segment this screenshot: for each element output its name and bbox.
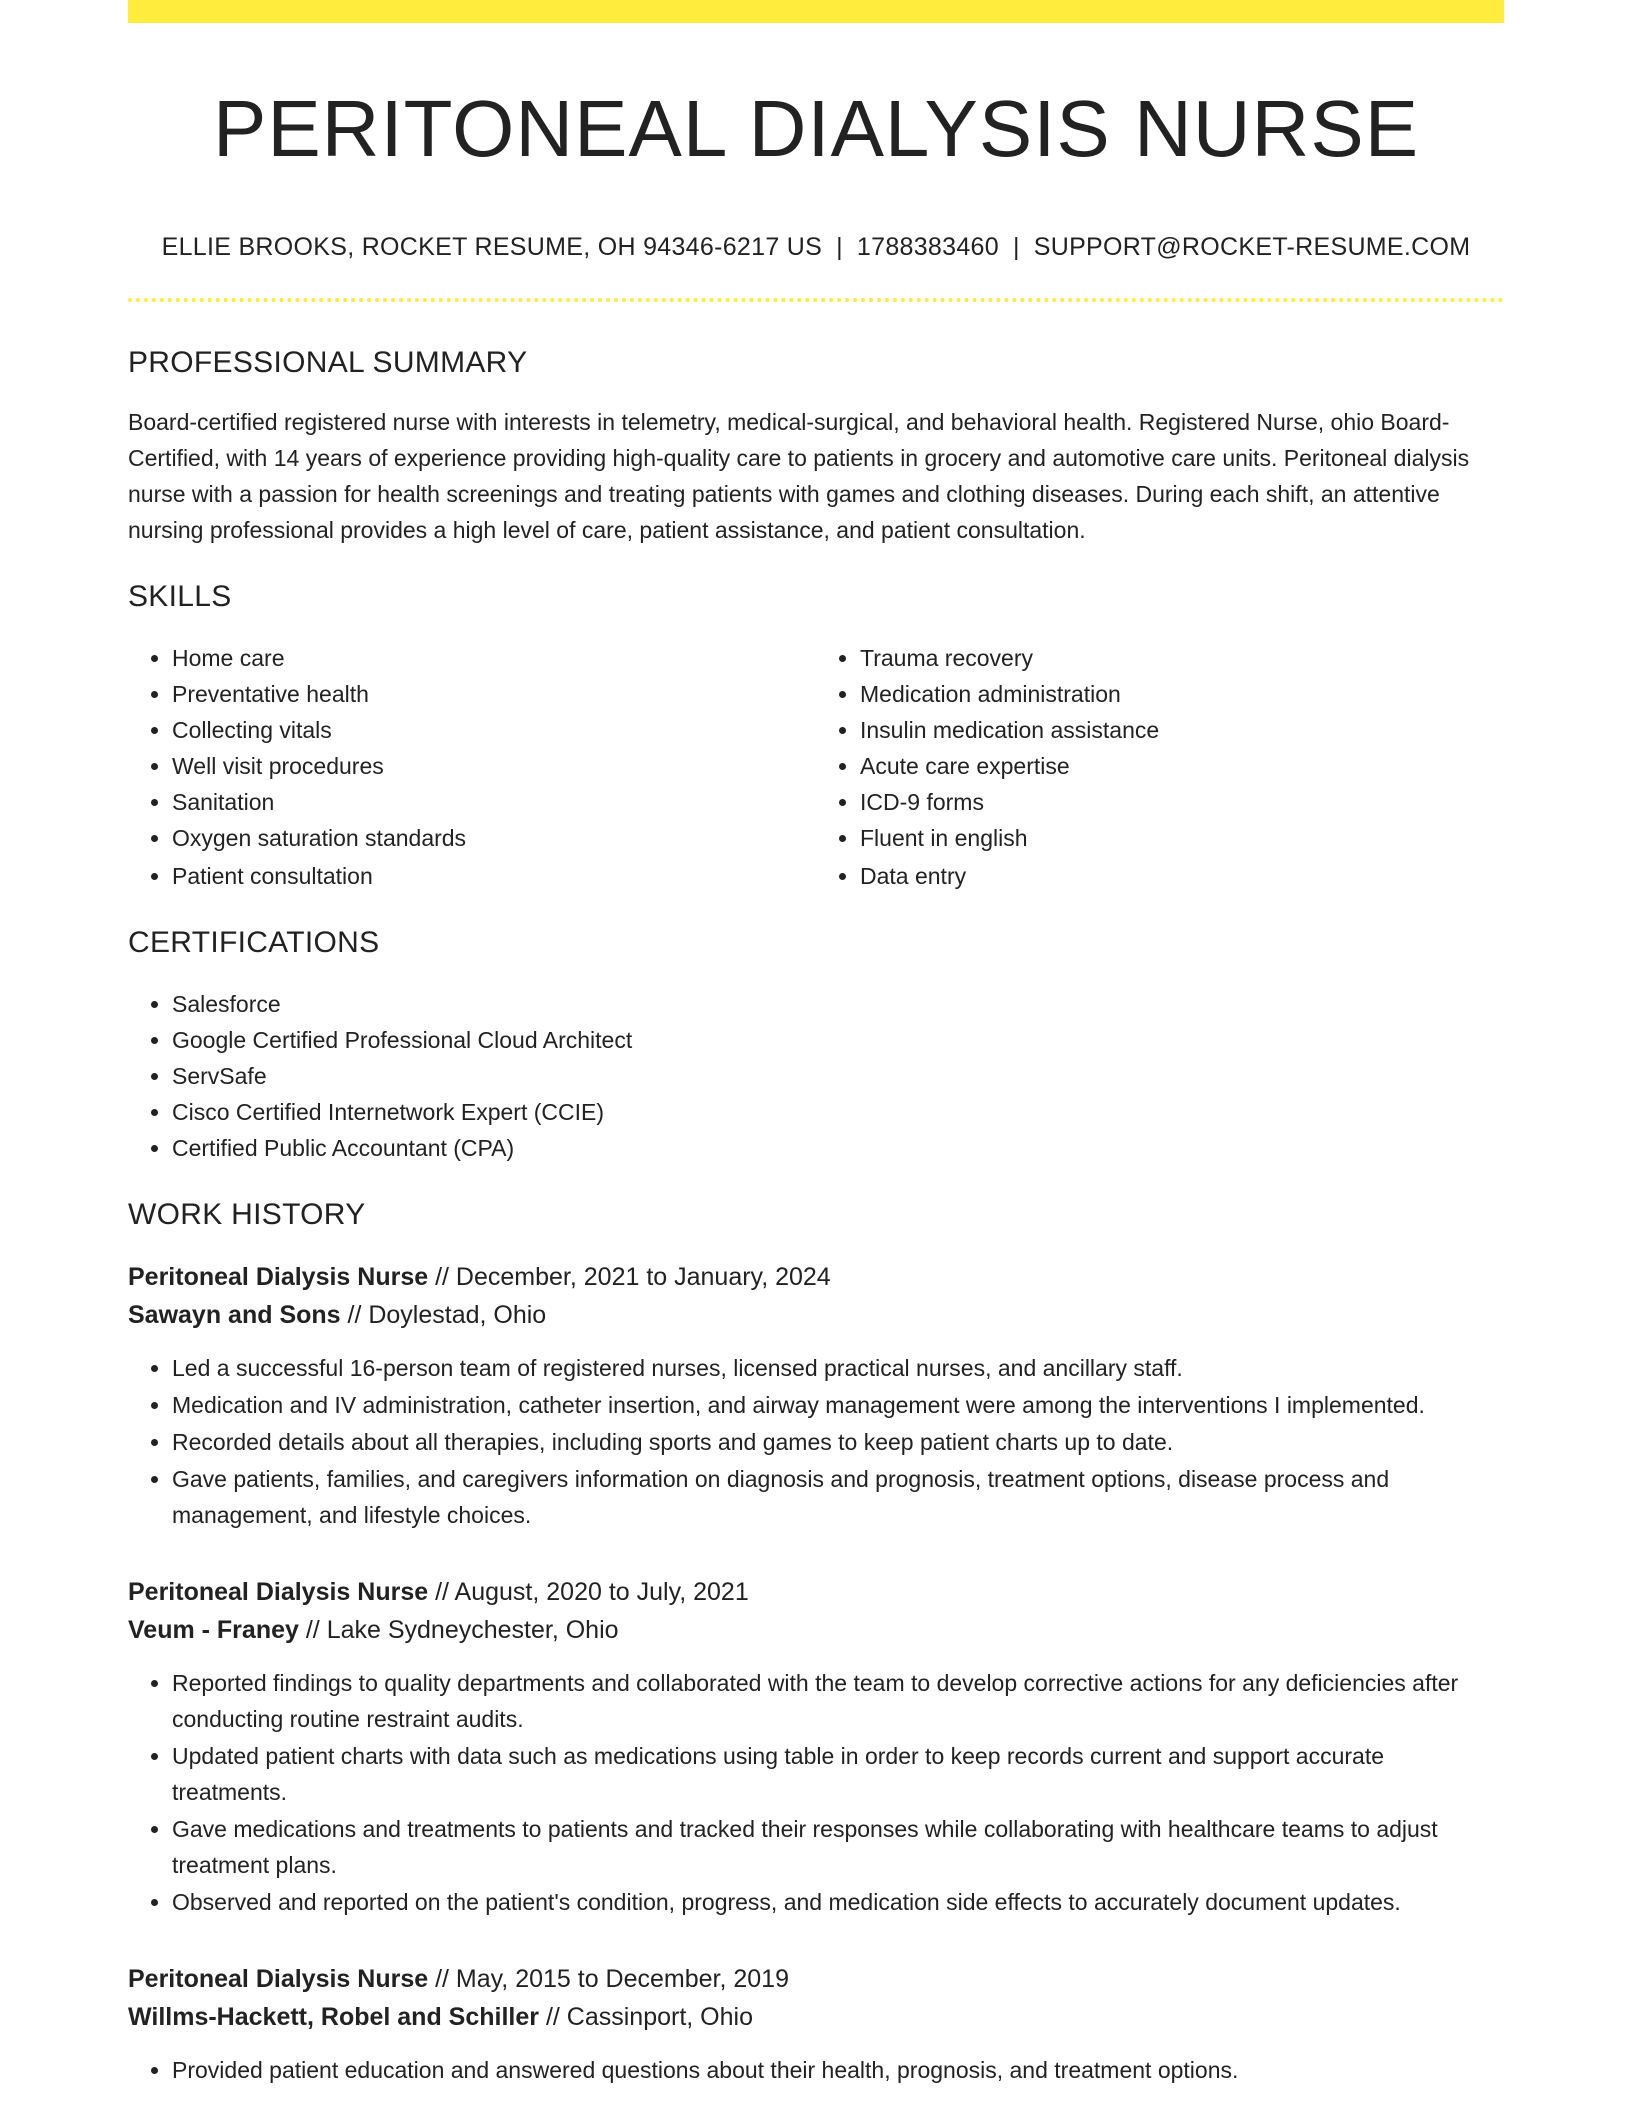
contact-phone: 1788383460 — [856, 233, 999, 261]
job-bullet: • Gave patients, families, and caregivers information on diagnosis and prognosis, treatment options, disease process and management, and lifestyle choices. — [172, 1461, 1504, 1533]
resume-page — [128, 0, 1504, 2089]
job-bullet: • Observed and reported on the patient's condition, progress, and medication side effects to accurately document updates. — [172, 1884, 1504, 1920]
job-bullet: • Reported findings to quality departments and collaborated with the team to develop corrective actions for any deficiencies after conducting routine restraint audits. — [172, 1665, 1504, 1737]
skill-item: • Home care — [172, 640, 816, 676]
dotted-divider — [128, 298, 1504, 302]
skills-list-right — [816, 640, 1504, 894]
skills-heading: SKILLS — [128, 580, 232, 613]
job-title: Peritoneal Dialysis Nurse — [128, 1965, 429, 1993]
skill-item: • Well visit procedures — [172, 748, 816, 784]
contact-separator: | — [1012, 233, 1020, 261]
job-company: Veum - Franey — [128, 1616, 299, 1644]
certification-item: • Certified Public Accountant (CPA) — [172, 1130, 1504, 1166]
skill-item: • Collecting vitals — [172, 712, 816, 748]
job-title-line — [128, 1258, 1504, 1296]
contact-line — [128, 233, 1504, 262]
skill-item: • Trauma recovery — [860, 640, 1504, 676]
skill-item: • Medication administration — [860, 676, 1504, 712]
job-title-line — [128, 1573, 1504, 1611]
job-bullet: • Gave medications and treatments to patients and tracked their responses while collaborating with healthcare teams to adjust treatment plans. — [172, 1811, 1504, 1883]
job-entry — [128, 1960, 1504, 2088]
certification-item: • Google Certified Professional Cloud Architect — [172, 1022, 1504, 1058]
skill-item: • Oxygen saturation standards — [172, 820, 816, 856]
certification-item: • Cisco Certified Internetwork Expert (CCIE) — [172, 1094, 1504, 1130]
contact-address: ELLIE BROOKS, ROCKET RESUME, OH 94346-6217 US — [161, 233, 823, 261]
top-accent-bar — [128, 0, 1504, 23]
job-company: Sawayn and Sons — [128, 1301, 341, 1329]
job-company: Willms-Hackett, Robel and Schiller — [128, 2003, 539, 2031]
work-history-heading: WORK HISTORY — [128, 1198, 366, 1231]
job-title: Peritoneal Dialysis Nurse — [128, 1263, 429, 1291]
resume-title: PERITONEAL DIALYSIS NURSE — [212, 84, 1420, 173]
job-bullets — [128, 1665, 1504, 1920]
contact-separator: | — [836, 233, 843, 261]
skill-item: • Data entry — [860, 858, 1504, 894]
skill-item: • Insulin medication assistance — [860, 712, 1504, 748]
summary-heading: PROFESSIONAL SUMMARY — [128, 346, 528, 379]
job-bullet: • Recorded details about all therapies, including sports and games to keep patient charts up to date. — [172, 1424, 1504, 1460]
skill-item: • Patient consultation — [172, 858, 816, 894]
job-company-line — [128, 1611, 1504, 1649]
job-title-line — [128, 1960, 1504, 1998]
job-location: // Doylestad, Ohio — [340, 1301, 547, 1329]
job-bullets — [128, 1350, 1504, 1533]
certification-item: • ServSafe — [172, 1058, 1504, 1094]
skills-columns — [128, 640, 1504, 894]
job-entry — [128, 1258, 1504, 1533]
job-company-line — [128, 1296, 1504, 1334]
job-title: Peritoneal Dialysis Nurse — [128, 1578, 429, 1606]
skill-item: • Acute care expertise — [860, 748, 1504, 784]
job-dates: // May, 2015 to December, 2019 — [428, 1965, 789, 1993]
skill-item: • Preventative health — [172, 676, 816, 712]
job-bullet: • Medication and IV administration, catheter insertion, and airway management were among the interventions I implemented. — [172, 1387, 1504, 1423]
skill-item: • Fluent in english — [860, 820, 1504, 856]
job-company-line — [128, 1998, 1504, 2036]
job-bullet: • Led a successful 16-person team of registered nurses, licensed practical nurses, and ancillary staff. — [172, 1350, 1504, 1386]
job-dates: // December, 2021 to January, 2024 — [428, 1263, 831, 1291]
certifications-heading: CERTIFICATIONS — [128, 926, 380, 959]
summary-text: Board-certified registered nurse with interests in telemetry, medical-surgical, and behavioral health. Registered Nurse, ohio Board-Certified, with 14 years of experience providing high-quality care to patients in grocery and automotive care units. Peritoneal dialysis nurse with a passion for health screenings and treating patients with games and clothing diseases. During each shift, an attentive nursing professional provides a high level of care, patient assistance, and patient consultation. — [128, 409, 1470, 543]
certifications-list — [128, 986, 1504, 1166]
skills-list-left — [128, 640, 816, 894]
job-bullets — [128, 2052, 1504, 2088]
skill-item: • Sanitation — [172, 784, 816, 820]
job-dates: // August, 2020 to July, 2021 — [428, 1578, 749, 1606]
job-entry — [128, 1573, 1504, 1920]
job-bullet: • Provided patient education and answered questions about their health, prognosis, and treatment options. — [172, 2052, 1504, 2088]
job-bullet: • Updated patient charts with data such as medications using table in order to keep records current and support accurate treatments. — [172, 1738, 1504, 1810]
skill-item: • ICD-9 forms — [860, 784, 1504, 820]
job-location: // Cassinport, Ohio — [539, 2003, 753, 2031]
certification-item: • Salesforce — [172, 986, 1504, 1022]
job-location: // Lake Sydneychester, Ohio — [298, 1616, 619, 1644]
contact-email: SUPPORT@ROCKET-RESUME.COM — [1033, 233, 1471, 261]
